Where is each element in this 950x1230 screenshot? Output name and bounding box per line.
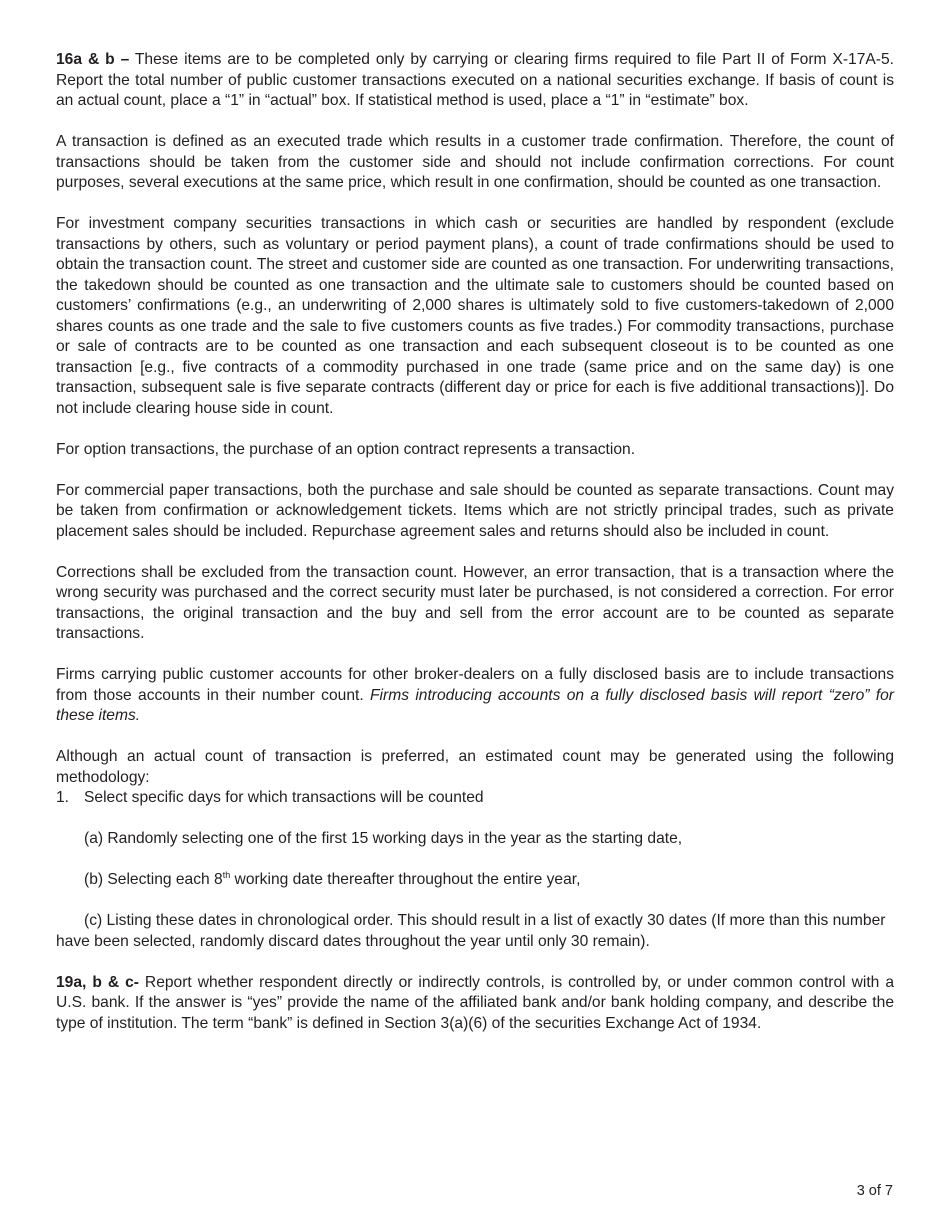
fully-disclosed-paragraph [56,665,894,727]
sub-item-b-superscript: th [222,869,231,880]
list-number: 1. [56,789,70,806]
list-item-text: Select specific days for which transactions will be counted [84,789,484,806]
section-16-text: These items are to be completed only by carrying or clearing firms required to file Part II of Form X-17A-5. Report the total number of public customer transactions executed on a national securities exchange. If basis of count is an actual count, place a “1” in “actual” box. If statistical method is used, place a “1” in “estimate” box. [56,51,894,109]
option-transactions-paragraph: For option transactions, the purchase of an option contract represents a transaction. [56,440,636,458]
transaction-definition-paragraph: A transaction is defined as an executed trade which results in a customer trade confirmation. Therefore, the count of transactions should be taken from the customer side and should not include confirmation corrections. For count purposes, several executions at the same price, which result in one confirmation, should be counted as one transaction. [56,133,894,191]
document-page [56,50,894,1034]
estimated-count-paragraph: Although an actual count of transaction is preferred, an estimated count may be generated using the following methodology: [56,748,894,786]
methodology-list-item [56,788,894,809]
section-19-heading: 19a, b & c- [56,973,139,991]
commercial-paper-paragraph: For commercial paper transactions, both the purchase and sale should be counted as separate transactions. Count may be taken from confirmation or acknowledgement tickets. Items which are not strictly principal trades, such as private placement sales should be included. Repurchase agreement sales and returns should also be included in count. [56,481,894,540]
sub-item-b [56,870,894,891]
section-16-heading: 16a & b – [56,51,130,68]
section-16-paragraph [56,50,894,112]
fully-disclosed-text: Firms carrying public customer accounts for other broker-dealers on a fully disclosed basis are to include transactions from those accounts in their number count. [56,666,894,704]
section-19-paragraph [56,973,894,1035]
corrections-paragraph: Corrections shall be excluded from the transaction count. However, an error transaction, that is a transaction where the wrong security was purchased and the correct security must later be purchased, is not considered a correction. For error transactions, the original transaction and the buy and sell from the error account are to be counted as separate transactions. [56,563,894,642]
investment-company-paragraph: For investment company securities transactions in which cash or securities are handled by respondent (exclude transactions by others, such as voluntary or period payment plans), a count of trade confirmations should be used to obtain the transaction count. The street and customer side are counted as one transaction. For underwriting transactions, the takedown should be counted as one transaction and the ultimate sale to customers should be counted based on customers’ confirmations (e.g., an underwriting of 2,000 shares is ultimately sold to five customers-takedown of 2,000 shares counts as one trade and the sale to five customers counts as five trades.) For commodity transactions, purchase or sale of contracts are to be counted as one transaction and each subsequent closeout is to be counted as one transaction [e.g., five contracts of a commodity purchased in one trade (same price and on the same day) is one transaction, subsequent sale is five separate contracts (different day or price for each is five additional transactions)]. Do not include clearing house side in count. [56,215,894,417]
sub-item-c: (c) Listing these dates in chronological order. This should result in a list of exactly 30 dates (If more than this number have been selected, randomly discard dates throughout the year until only 30 remain). [56,912,886,950]
fully-disclosed-italic-note: Firms introducing accounts on a fully disclosed basis will report “zero” for these items. [56,686,894,724]
section-19-text: Report whether respondent directly or indirectly controls, is controlled by, or under common control with a U.S. bank. If the answer is “yes” provide the name of the affiliated bank and/or bank holding company, and describe the type of institution. The term “bank” is defined in Section 3(a)(6) of the securities Exchange Act of 1934. [56,973,894,1032]
page-number: 3 of 7 [856,1183,893,1199]
sub-item-b-before: (b) Selecting each 8 [84,871,223,888]
sub-item-b-after: working date thereafter throughout the entire year, [230,871,581,888]
sub-item-a: (a) Randomly selecting one of the first 15 working days in the year as the starting date, [84,830,683,847]
